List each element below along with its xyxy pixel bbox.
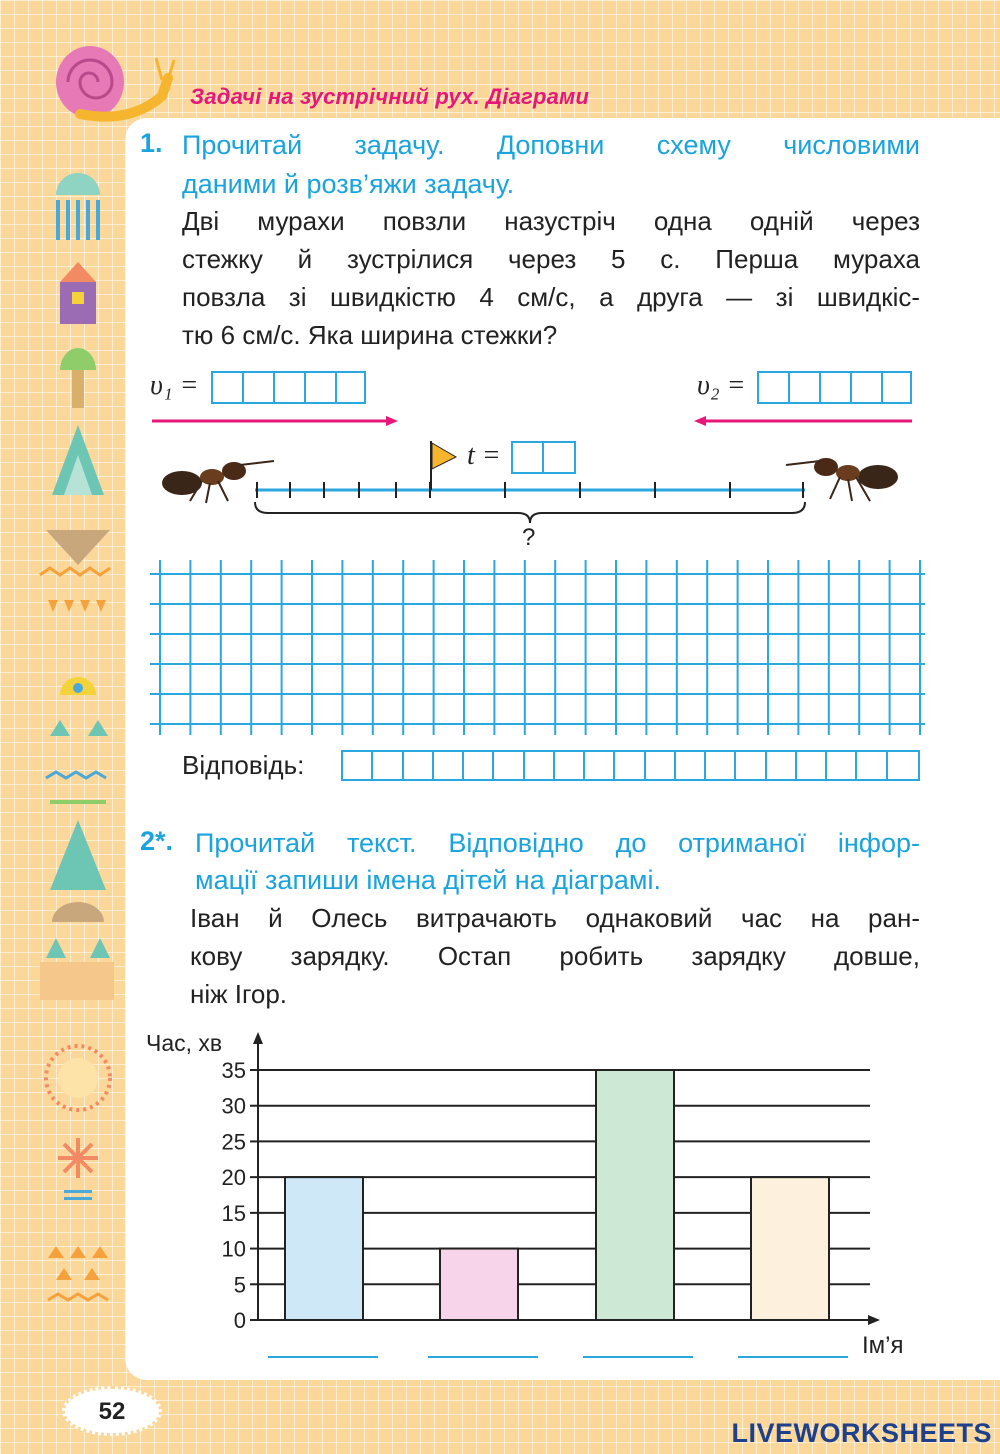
answer-cell[interactable] — [373, 752, 403, 779]
motion-scheme — [140, 405, 940, 555]
name-blank-4[interactable] — [738, 1356, 848, 1358]
watermark: LIVEWORKSHEETS — [731, 1418, 992, 1448]
answer-cell[interactable] — [525, 752, 555, 779]
v2-input-cells[interactable] — [757, 371, 912, 404]
task1-text-line4: тю 6 см/с. Яка ширина стежки? — [182, 320, 558, 350]
bar-chart — [190, 1030, 890, 1340]
bar — [751, 1177, 829, 1320]
answer-input-cells[interactable] — [341, 750, 920, 781]
name-blank-1[interactable] — [268, 1356, 378, 1358]
solution-grid[interactable] — [150, 560, 925, 735]
answer-cell[interactable] — [494, 752, 524, 779]
chart-y-axis-label: Час, хв — [146, 1030, 223, 1056]
answer-cell[interactable] — [767, 752, 797, 779]
x-axis-arrow — [868, 1315, 880, 1325]
t-input-cells[interactable] — [511, 441, 576, 474]
name-blank-2[interactable] — [428, 1356, 538, 1358]
v1-label: υ₁ = — [150, 370, 199, 401]
task2-number: 2*. — [140, 826, 174, 856]
bar — [596, 1070, 674, 1320]
arrow-right-icon — [152, 416, 398, 426]
answer-cell[interactable] — [676, 752, 706, 779]
v1-input-cells[interactable] — [211, 371, 366, 404]
answer-cell[interactable] — [585, 752, 615, 779]
decorative-cat-icon — [46, 720, 108, 804]
question-mark: ? — [522, 524, 536, 551]
task2-text-line2: кову зарядку. Остап робить зарядку довше, — [190, 941, 920, 971]
answer-cell[interactable] — [615, 752, 645, 779]
answer-cell[interactable] — [434, 752, 464, 779]
task2-instruction-line1: Прочитай текст. Відповідно до отриманої інфор- — [195, 828, 920, 858]
bar — [440, 1249, 518, 1320]
answer-cell[interactable] — [404, 752, 434, 779]
y-tick-label: 25 — [221, 1129, 246, 1155]
task1-text-line3: повзла зі швидкістю 4 см/с, а друга — зі швидкіс- — [182, 282, 920, 312]
answer-cell[interactable] — [736, 752, 766, 779]
task2-instruction-line2: мації запиши імена дітей на діаграмі. — [195, 865, 661, 895]
y-tick-label: 30 — [221, 1093, 246, 1119]
answer-cell[interactable] — [555, 752, 585, 779]
decorative-border — [0, 0, 125, 1454]
arrow-left-icon — [694, 416, 912, 426]
task1-instruction-line2: даними й розв’яжи задачу. — [182, 169, 515, 199]
decorative-house-icon — [60, 262, 96, 324]
answer-label: Відповідь: — [182, 750, 305, 780]
task2-text-line1: Іван й Олесь витрачають однаковий час на ран- — [190, 903, 920, 933]
y-tick-label: 5 — [233, 1272, 246, 1298]
answer-cell[interactable] — [857, 752, 887, 779]
decorative-jellyfish-icon — [56, 173, 100, 240]
y-tick-label: 15 — [221, 1200, 246, 1226]
y-axis-arrow — [253, 1032, 263, 1044]
name-blank-3[interactable] — [583, 1356, 693, 1358]
chart-x-axis-label: Ім’я — [862, 1332, 904, 1359]
decorative-tree-icon — [50, 820, 106, 890]
decorative-snowflake-icon — [58, 1138, 98, 1178]
y-tick-label: 0 — [233, 1308, 246, 1333]
task2-text-line3: ніж Ігор. — [190, 979, 288, 1009]
decorative-rock-icon — [52, 902, 104, 922]
answer-cell[interactable] — [464, 752, 494, 779]
task1-number: 1. — [140, 128, 163, 158]
task1-text-line1: Дві мурахи повзли назустріч одна одній через — [182, 206, 920, 236]
page-number: 52 — [62, 1386, 162, 1436]
y-tick-label: 10 — [221, 1236, 246, 1262]
task1-text-line2: стежку й зустрілися через 5 с. Перша мураха — [182, 244, 920, 274]
v2-label: υ₂ = — [697, 370, 746, 401]
decorative-face-icon — [40, 530, 110, 612]
page-title: Задачі на зустрічний рух. Діаграми — [190, 84, 590, 109]
answer-cell[interactable] — [646, 752, 676, 779]
answer-cell[interactable] — [888, 752, 918, 779]
answer-cell[interactable] — [343, 752, 373, 779]
distance-brace — [255, 502, 805, 523]
task1-instruction-line1: Прочитай задачу. Доповни схему числовими — [182, 130, 920, 160]
t-label: t = — [467, 440, 501, 471]
flag-icon — [431, 441, 456, 490]
bar — [285, 1177, 363, 1320]
y-tick-label: 35 — [221, 1058, 246, 1083]
answer-cell[interactable] — [797, 752, 827, 779]
answer-cell[interactable] — [827, 752, 857, 779]
y-tick-label: 20 — [221, 1165, 246, 1191]
snail-icon — [50, 40, 180, 125]
decorative-lion-icon — [46, 1046, 110, 1110]
decorative-mushroom-icon — [60, 348, 96, 408]
answer-cell[interactable] — [706, 752, 736, 779]
